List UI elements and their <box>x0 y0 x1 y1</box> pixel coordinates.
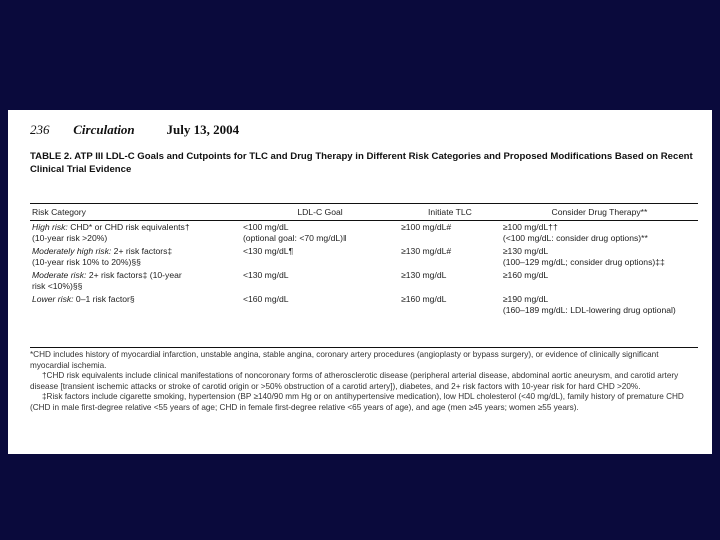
table-row <box>30 245 698 269</box>
cell-initiate-tlc <box>399 245 501 269</box>
cell-ldl-goal <box>241 245 399 269</box>
cell-initiate-tlc-line: ≥160 mg/dL <box>401 294 447 304</box>
table-title: TABLE 2. ATP III LDL-C Goals and Cutpoints for TLC and Drug Therapy in Different Risk Categories and Proposed Modifications Based on Recent Clinical Trial Evidence <box>30 151 693 175</box>
cell-initiate-tlc <box>399 293 501 317</box>
issue-date: July 13, 2004 <box>166 122 240 137</box>
cell-ldl-goal-line: <130 mg/dL¶ <box>242 246 294 256</box>
cell-ldl-goal-line: <160 mg/dL <box>242 294 289 304</box>
cell-risk-category <box>30 293 241 317</box>
cell-initiate-tlc <box>399 221 501 246</box>
cell-initiate-tlc-line: ≥100 mg/dL# <box>401 222 452 232</box>
table-bottom-rule <box>30 347 698 348</box>
risk-description: 2+ risk factors‡ (10-year <box>86 270 182 280</box>
cell-drug-therapy-line: (100–129 mg/dL; consider drug options)‡‡ <box>502 256 665 267</box>
cell-drug-therapy-line: (<100 mg/dL: consider drug options)** <box>502 232 648 243</box>
table-footnotes <box>30 350 698 414</box>
cell-drug-therapy <box>501 293 698 317</box>
footnote: *CHD includes history of myocardial infarction, unstable angina, stable angina, coronary artery procedures (angioplasty or bypass surgery), or evidence of clinically significant myocardial ischemia. <box>30 350 659 370</box>
risk-label: High risk: <box>32 222 68 232</box>
cell-drug-therapy <box>501 269 698 293</box>
cell-ldl-goal-line: (optional goal: <70 mg/dL)‖ <box>242 232 347 243</box>
risk-label: Moderately high risk: <box>32 246 112 256</box>
cell-ldl-goal <box>241 293 399 317</box>
cell-ldl-goal-line: <130 mg/dL <box>242 270 289 280</box>
table-row <box>30 293 698 317</box>
cell-initiate-tlc <box>399 269 501 293</box>
risk-description-line2: risk <10%)§§ <box>32 280 83 291</box>
table-row <box>30 269 698 293</box>
risk-description-line2: (10-year risk >20%) <box>32 232 108 243</box>
cell-risk-category <box>30 269 241 293</box>
cell-initiate-tlc-line: ≥130 mg/dL <box>401 270 447 280</box>
table-row <box>30 221 698 246</box>
risk-description-line2: (10-year risk 10% to 20%)§§ <box>32 256 141 267</box>
cell-ldl-goal-line: <100 mg/dL <box>242 222 289 232</box>
cell-drug-therapy-line: (160–189 mg/dL: LDL-lowering drug optional) <box>502 304 676 315</box>
cell-drug-therapy <box>501 245 698 269</box>
risk-description: CHD* or CHD risk equivalents† <box>67 222 190 232</box>
journal-name: Circulation <box>73 122 135 137</box>
risk-description: 0–1 risk factor§ <box>73 294 135 304</box>
cell-ldl-goal <box>241 269 399 293</box>
cell-risk-category <box>30 221 241 246</box>
cell-risk-category <box>30 245 241 269</box>
risk-label: Lower risk: <box>32 294 74 304</box>
risk-description: 2+ risk factors‡ <box>111 246 173 256</box>
cell-drug-therapy <box>501 221 698 246</box>
risk-label: Moderate risk: <box>32 270 87 280</box>
cell-drug-therapy-line: ≥190 mg/dL <box>502 294 549 304</box>
column-header-initiate-tlc: Initiate TLC <box>399 204 501 221</box>
table-header-row <box>30 204 698 221</box>
document-page <box>8 110 712 454</box>
cell-initiate-tlc-line: ≥130 mg/dL# <box>401 246 452 256</box>
footnote: ‡Risk factors include cigarette smoking, hypertension (BP ≥140/90 mm Hg or on antihypertensive medication), low HDL cholesterol (<40 mg/dL), family history of premature CHD (CHD in male first-degree relative <55 years of age; CHD in female first-degree relative <65 years of age), and age (men ≥45 years; women ≥55 years). <box>30 392 684 412</box>
cell-ldl-goal <box>241 221 399 246</box>
cell-drug-therapy-line: ≥160 mg/dL <box>502 270 549 280</box>
cell-drug-therapy-line: ≥100 mg/dL†† <box>502 222 558 232</box>
column-header-risk-category: Risk Category <box>30 204 241 221</box>
footnote: †CHD risk equivalents include clinical manifestations of noncoronary forms of atherosclerotic disease (peripheral arterial disease, abdominal aortic aneurysm, and carotid artery disease [transient ischemic attacks or stroke of carotid origin or >50% obstruction of a carotid artery]), diabetes, and 2+ risk factors with 10-year risk for hard CHD >20%. <box>30 371 679 391</box>
column-header-ldl-goal: LDL-C Goal <box>241 204 399 221</box>
cell-drug-therapy-line: ≥130 mg/dL <box>502 246 549 256</box>
page-number: 236 <box>30 122 50 137</box>
column-header-drug-therapy: Consider Drug Therapy** <box>501 204 698 221</box>
ldl-goals-table <box>30 203 698 317</box>
running-header <box>30 122 239 138</box>
